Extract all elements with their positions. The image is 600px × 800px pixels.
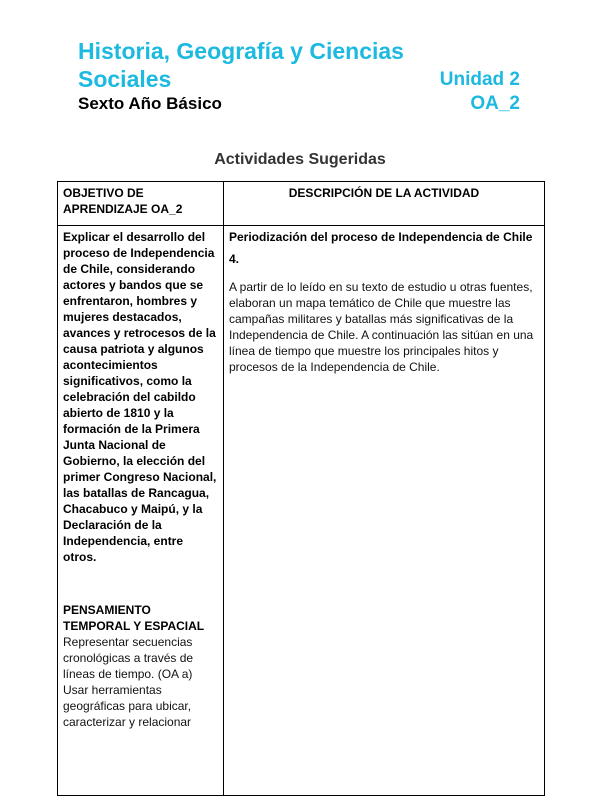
skill-title: PENSAMIENTO TEMPORAL Y ESPACIAL [63,603,205,633]
section-title: Actividades Sugeridas [214,151,386,168]
activities-table [57,181,545,796]
objective-column-header: OBJETIVO DE APRENDIZAJE OA_2 [58,182,224,226]
description-column-header: DESCRIPCIÓN DE LA ACTIVIDAD [224,182,545,226]
table-row [58,226,545,796]
skill-text: Representar secuencias cronológicas a través de líneas de tiempo. (OA a) Usar herramientas geográficas para ubicar, caracterizar y relacionar [63,635,194,729]
subject-title-line2: Sociales [78,66,172,92]
activity-number: 4. [229,252,240,266]
activity-text: A partir de lo leído en su texto de estudio u otras fuentes, elaboran un mapa temático de Chile que muestre las campañas militares y batallas más significativas de la Independencia de Chile. A continuación las sitúan en una línea de tiempo que muestre los principales hitos y procesos de la Independencia de Chile. [229,280,534,374]
oa-label: OA_2 [470,93,520,114]
grade-label: Sexto Año Básico [78,94,222,113]
activity-cell [224,226,545,796]
subject-title-line1: Historia, Geografía y Ciencias [78,38,404,64]
unit-label: Unidad 2 [439,69,520,90]
activity-title: Periodización del proceso de Independencia de Chile [229,230,533,244]
table-header-row [58,182,545,226]
objective-text: Explicar el desarrollo del proceso de Independencia de Chile, considerando actores y bandos que se enfrentaron, hombres y mujeres destacados, avances y retrocesos de la causa patriota y algunos acontecimientos significativos, como la celebración del cabildo abierto de 1810 y la formación de la Primera Junta Nacional de Gobierno, la elección del primer Congreso Nacional, las batallas de Rancagua, Chacabuco y Maipú, y la Declaración de la Independencia, entre otros. [63,230,217,564]
objective-cell [58,226,224,796]
